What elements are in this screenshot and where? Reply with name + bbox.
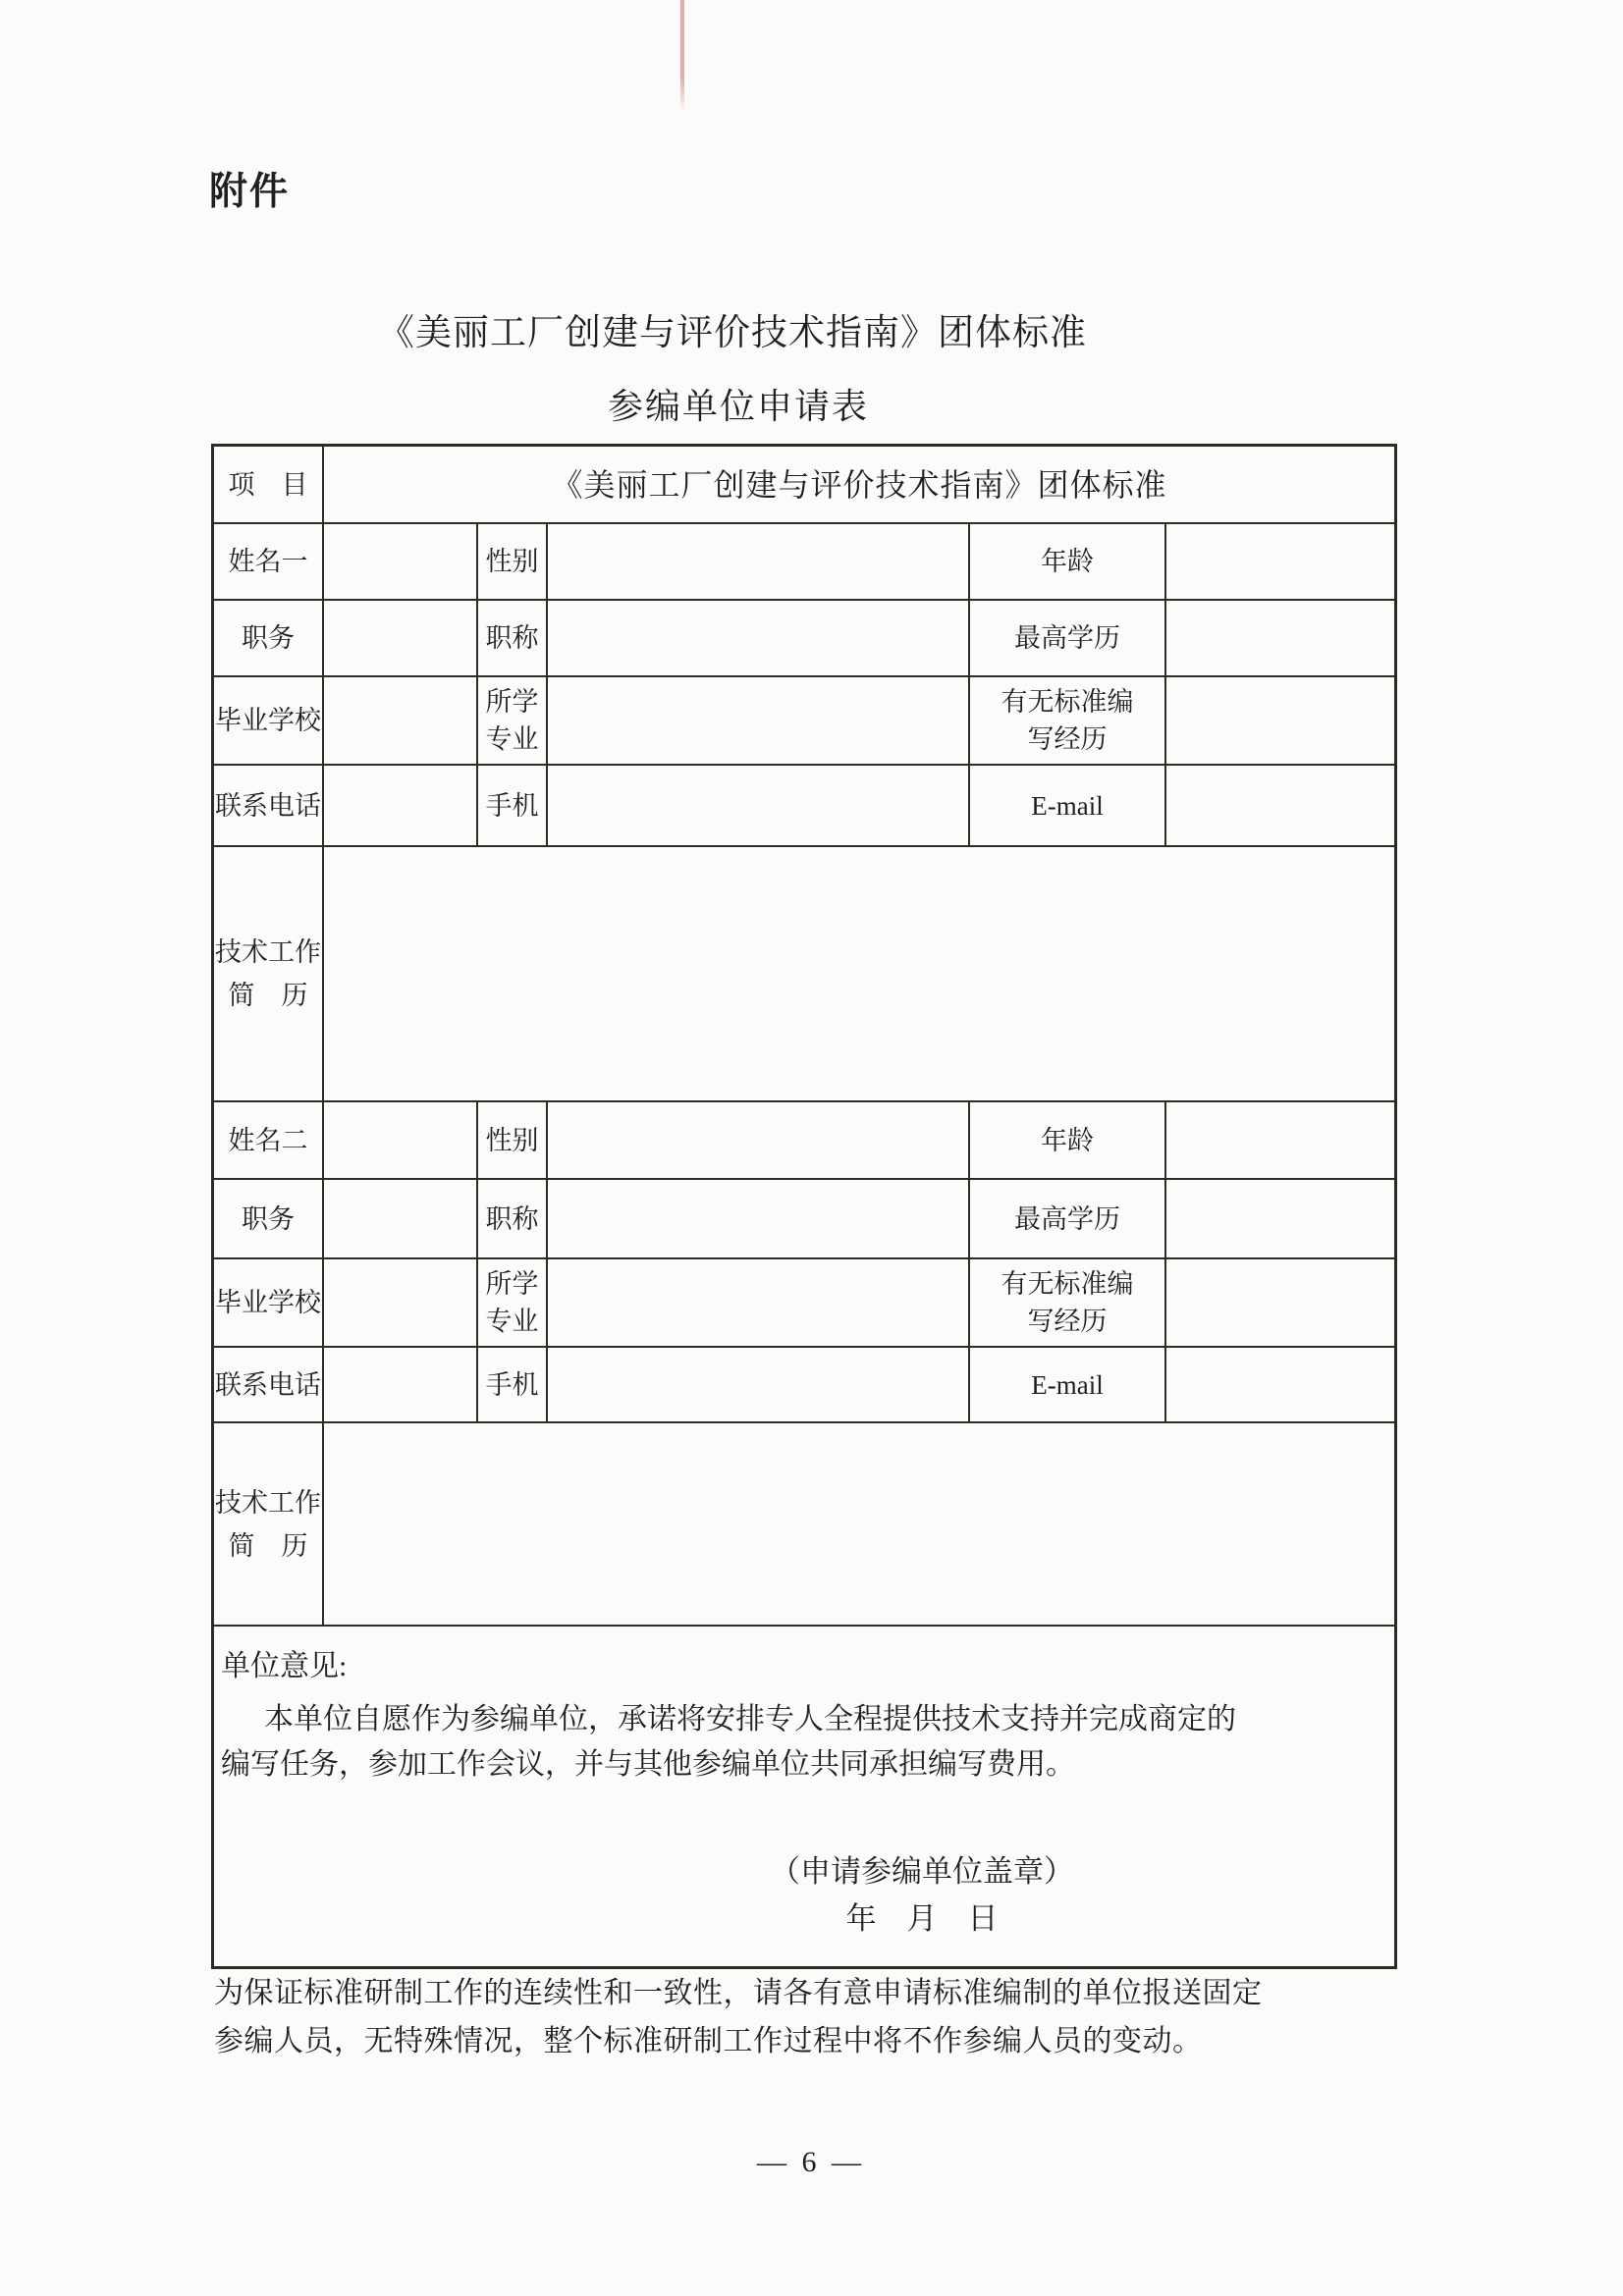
page-number: — 6 — [757, 2146, 865, 2178]
person2-phone-label: 联系电话 [214, 1348, 324, 1423]
unit-opinion-body-line2: 编写任务，参加工作会议，并与其他参编单位共同承担编写费用。 [221, 1748, 1075, 1781]
person2-mobile-value [548, 1348, 970, 1423]
person1-phone-label: 联系电话 [214, 766, 324, 847]
person1-mobile-label: 手机 [478, 766, 548, 847]
person2-school-value [324, 1259, 478, 1348]
project-label-cell: 项 目 [214, 447, 324, 524]
person2-std-exp-label: 有无标准编 写经历 [970, 1259, 1166, 1348]
person2-name-label: 姓名二 [214, 1102, 324, 1180]
person1-education-value [1166, 601, 1394, 677]
person2-phone-value [324, 1348, 478, 1423]
person2-age-value [1166, 1102, 1394, 1180]
person1-name-label: 姓名一 [214, 524, 324, 601]
person1-phone-value [324, 766, 478, 847]
person1-education-label: 最高学历 [970, 601, 1166, 677]
person1-age-value [1166, 524, 1394, 601]
person1-email-label: E-mail [970, 766, 1166, 847]
person1-major-value [548, 677, 970, 766]
document-subtitle: 参编单位申请表 [607, 387, 870, 426]
person1-resume-label: 技术工作 简 历 [214, 847, 324, 1102]
person1-std-exp-value [1166, 677, 1394, 766]
scan-fold-artifact [680, 0, 684, 112]
unit-opinion-body-line1: 本单位自愿作为参编单位，承诺将安排专人全程提供技术支持并完成商定的 [264, 1703, 1236, 1735]
person2-school-label: 毕业学校 [214, 1259, 324, 1348]
person2-education-value [1166, 1180, 1394, 1259]
person2-education-label: 最高学历 [970, 1180, 1166, 1259]
person2-email-value [1166, 1348, 1394, 1423]
person2-resume-label: 技术工作 简 历 [214, 1423, 324, 1627]
person1-major-label: 所学 专业 [478, 677, 548, 766]
stamp-note: （申请参编单位盖章） [770, 1854, 1074, 1889]
person2-gender-value [548, 1102, 970, 1180]
document-title: 《美丽工厂创建与评价技术指南》团体标准 [378, 313, 1087, 353]
person1-position-value [324, 601, 478, 677]
person2-jobtitle-label: 职称 [478, 1180, 548, 1259]
person1-email-value [1166, 766, 1394, 847]
person2-std-exp-value [1166, 1259, 1394, 1348]
date-line: 年 月 日 [845, 1901, 999, 1936]
person1-school-label: 毕业学校 [214, 677, 324, 766]
person2-email-label: E-mail [970, 1348, 1166, 1423]
footer-note-line2: 参编人员，无特殊情况，整个标准研制工作过程中将不作参编人员的变动。 [214, 2025, 1203, 2057]
person1-jobtitle-value [548, 601, 970, 677]
person1-gender-value [548, 524, 970, 601]
project-value-cell: 《美丽工厂创建与评价技术指南》团体标准 [324, 447, 1394, 524]
stamp-and-date-block [770, 1848, 1074, 1943]
person1-age-label: 年龄 [970, 524, 1166, 601]
person1-position-label: 职务 [214, 601, 324, 677]
person2-position-value [324, 1180, 478, 1259]
unit-opinion-section [214, 1627, 1394, 1966]
person2-major-label: 所学 专业 [478, 1259, 548, 1348]
person2-name-value [324, 1102, 478, 1180]
person1-name-value [324, 524, 478, 601]
person2-major-value [548, 1259, 970, 1348]
person2-jobtitle-value [548, 1180, 970, 1259]
person2-age-label: 年龄 [970, 1102, 1166, 1180]
person1-jobtitle-label: 职称 [478, 601, 548, 677]
unit-opinion-label: 单位意见: [221, 1650, 348, 1682]
attachment-label: 附件 [209, 171, 291, 213]
person2-resume-value [324, 1423, 1394, 1627]
application-form-table [211, 444, 1397, 1969]
person1-mobile-value [548, 766, 970, 847]
person1-resume-value [324, 847, 1394, 1102]
footer-note-line1: 为保证标准研制工作的连续性和一致性，请各有意申请标准编制的单位报送固定 [214, 1977, 1263, 2009]
person1-std-exp-label: 有无标准编 写经历 [970, 677, 1166, 766]
person2-mobile-label: 手机 [478, 1348, 548, 1423]
person2-gender-label: 性别 [478, 1102, 548, 1180]
person1-gender-label: 性别 [478, 524, 548, 601]
footer-note [214, 1969, 1417, 2065]
person2-position-label: 职务 [214, 1180, 324, 1259]
person1-school-value [324, 677, 478, 766]
